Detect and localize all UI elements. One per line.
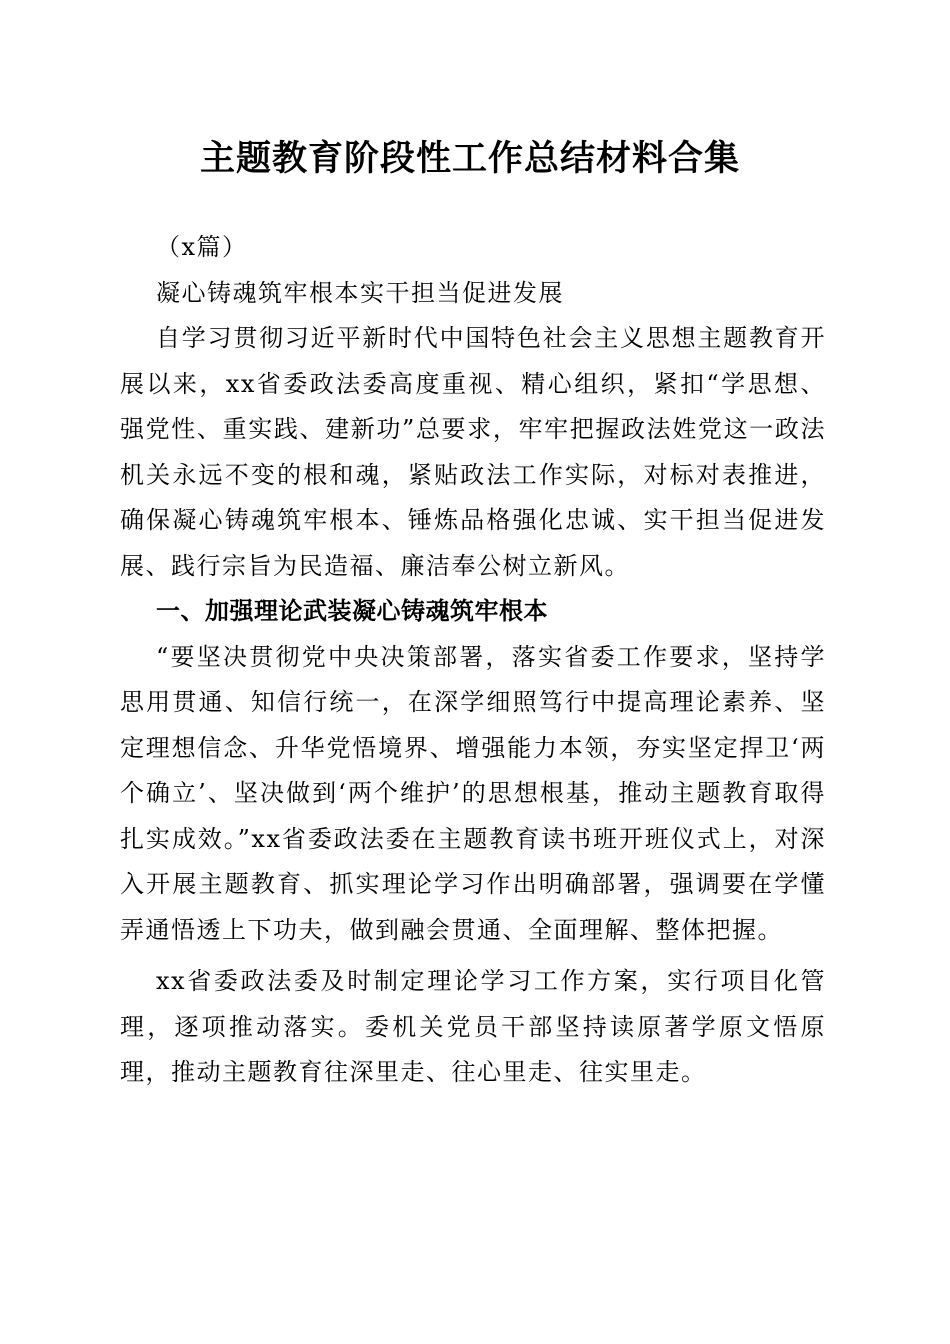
section-1-paragraph-2: xx省委政法委及时制定理论学习工作方案，实行项目化管理，逐项推动落实。委机关党员干部坚持读原著学原文悟原理，推动主题教育往深里走、往心里走、往实里走。 <box>120 967 826 1086</box>
article-subtitle: 凝心铸魂筑牢根本实干担当促进发展 <box>156 278 564 307</box>
document-body <box>120 225 826 1096</box>
intro-paragraph: 自学习贯彻习近平新时代中国特色社会主义思想主题教育开展以来，xx省委政法委高度重视、精心组织，紧扣“学思想、强党性、重实践、建新功”总要求，牢牢把握政法姓党这一政法机关永远不变的根和魂，紧贴政法工作实际，对标对表推进，确保凝心铸魂筑牢根本、锤炼品格强化忠诚、实干担当促进发展、践行宗旨为民造福、廉洁奉公树立新风。 <box>120 324 826 580</box>
document-title: 主题教育阶段性工作总结材料合集 <box>199 138 740 179</box>
section-heading-1: 一、加强理论武装凝心铸魂筑牢根本 <box>156 597 548 625</box>
section-1-paragraph-1: “要坚决贯彻党中央决策部署，落实省委工作要求，坚持学思用贯通、知信行统一，在深学细照笃行中提高理论素养、坚定理想信念、升华党悟境界、增强能力本领，夯实坚定捍卫‘两个确立’、坚决做到‘两个维护’的思想根基，推动主题教育取得扎实成效。”xx省委政法委在主题教育读书班开班仪式上，对深入开展主题教育、抓实理论学习作出明确部署，强调要在学懂弄通悟透上下功夫，做到融会贯通、全面理解、整体把握。 <box>120 642 826 944</box>
series-note: （x篇） <box>156 233 248 261</box>
